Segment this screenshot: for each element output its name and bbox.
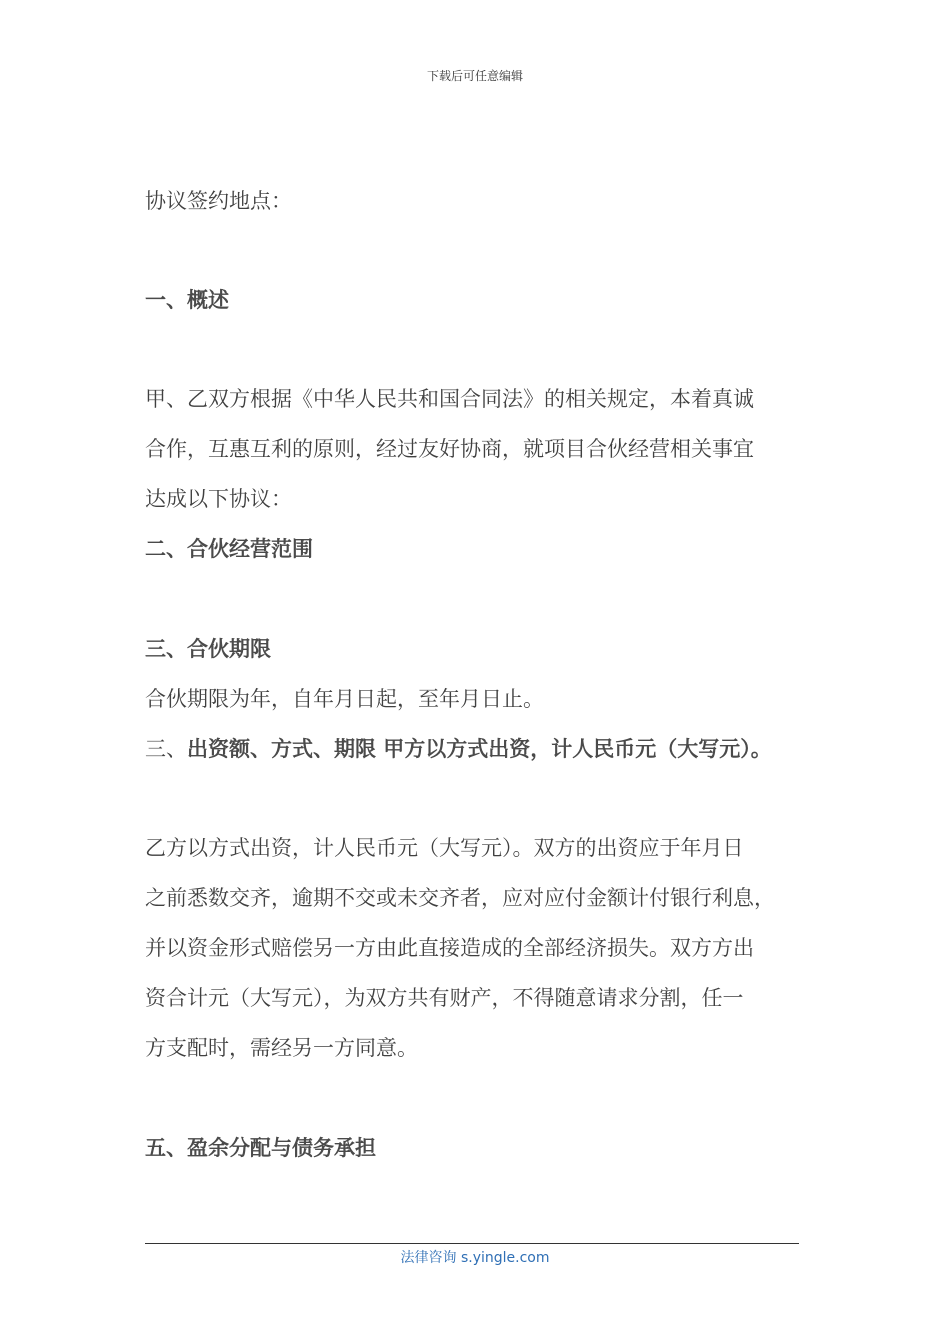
section-4-title: 出资额、方式、期限 甲方以方式出资，计人民币元（大写元）。: [187, 737, 772, 761]
section-4-line-4: 资合计元（大写元），为双方共有财产，不得随意请求分割，任一: [145, 986, 744, 1010]
section-4-title-line: [145, 734, 772, 764]
section-4-line-2: 之前悉数交齐，逾期不交或未交齐者，应对应付金额计付银行利息，: [145, 886, 775, 910]
section-4-line-5: 方支配时，需经另一方同意。: [145, 1036, 418, 1060]
section-4-prefix: 三、: [145, 737, 187, 761]
section-3-body: 合伙期限为年，自年月日起，至年月日止。: [145, 687, 544, 711]
signing-place: 协议签约地点：: [145, 189, 292, 213]
section-4-line-3: 并以资金形式赔偿另一方由此直接造成的全部经济损失。双方方出: [145, 936, 754, 960]
footer-link[interactable]: 法律咨询 s.yingle.com: [400, 1250, 550, 1266]
section-4-line-1: 乙方以方式出资，计人民币元（大写元）。双方的出资应于年月日: [145, 836, 744, 860]
section-5-title: 五、盈余分配与债务承担: [145, 1136, 376, 1160]
section-2-title: 二、合伙经营范围: [145, 537, 313, 561]
section-1-title: 一、概述: [145, 288, 229, 312]
section-1-line-1: 甲、乙双方根据《中华人民共和国合同法》的相关规定，本着真诚: [145, 387, 754, 411]
section-1-line-2: 合作，互惠互利的原则，经过友好协商，就项目合伙经营相关事宜: [145, 437, 754, 461]
section-1-line-3: 达成以下协议：: [145, 487, 292, 511]
footer-divider: [145, 1243, 799, 1244]
section-3-title: 三、合伙期限: [145, 637, 271, 661]
header-note: 下载后可任意编辑: [426, 69, 523, 83]
